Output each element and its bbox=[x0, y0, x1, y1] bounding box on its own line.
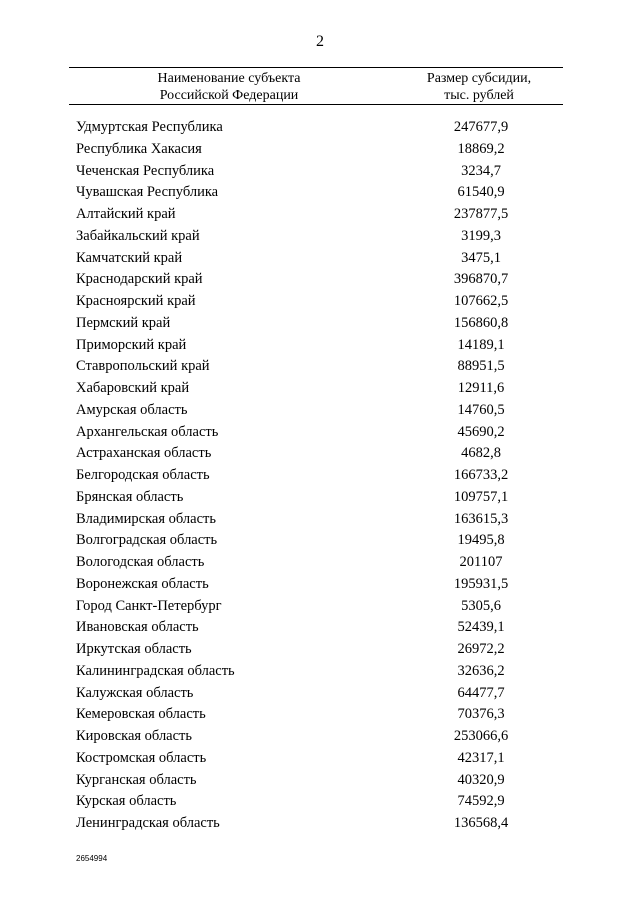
table-row bbox=[0, 574, 640, 596]
table-row bbox=[0, 726, 640, 748]
region-name: Кировская область bbox=[76, 728, 193, 744]
subsidy-amount: 3234,7 bbox=[461, 162, 501, 179]
subsidy-amount: 156860,8 bbox=[453, 314, 509, 331]
column-header-region bbox=[114, 70, 344, 104]
table-row bbox=[0, 356, 640, 378]
region-name: Камчатский край bbox=[76, 249, 183, 266]
table-row bbox=[0, 204, 640, 226]
subsidy-amount: 163615,3 bbox=[453, 510, 509, 527]
table-row bbox=[0, 704, 640, 726]
subsidy-amount: 247677,9 bbox=[453, 119, 509, 135]
region-name: Владимирская область bbox=[76, 510, 216, 527]
page-number: 2 bbox=[316, 33, 324, 50]
region-name: Алтайский край bbox=[76, 206, 176, 222]
column-header-amount bbox=[404, 70, 554, 104]
table-row bbox=[0, 465, 640, 487]
region-name: Белгородская область bbox=[76, 467, 210, 483]
document-id: 2654994 bbox=[76, 854, 108, 863]
table-row bbox=[0, 683, 640, 705]
subsidy-amount: 237877,5 bbox=[453, 206, 509, 222]
region-name: Воронежская область bbox=[76, 575, 209, 592]
subsidy-amount: 136568,4 bbox=[453, 815, 509, 831]
table-row bbox=[0, 313, 640, 335]
region-name: Хабаровский край bbox=[76, 380, 190, 396]
region-name: Брянская область bbox=[76, 488, 184, 505]
table-row bbox=[0, 596, 640, 618]
table-row bbox=[0, 248, 640, 270]
table-row bbox=[0, 378, 640, 400]
table-row bbox=[0, 617, 640, 639]
subsidy-amount: 74592,9 bbox=[457, 793, 505, 810]
region-name: Волгоградская область bbox=[76, 532, 218, 549]
region-name: Калужская область bbox=[76, 684, 194, 701]
table-row bbox=[0, 182, 640, 204]
table-row bbox=[0, 443, 640, 465]
subsidy-amount: 26972,2 bbox=[457, 641, 505, 657]
subsidy-amount: 253066,6 bbox=[453, 728, 509, 744]
region-name: Костромская область bbox=[76, 749, 207, 766]
subsidy-amount: 32636,2 bbox=[457, 662, 505, 679]
table-row bbox=[0, 400, 640, 422]
region-name: Ивановская область bbox=[76, 619, 199, 636]
subsidy-amount: 4682,8 bbox=[461, 445, 501, 462]
subsidy-amount: 19495,8 bbox=[457, 532, 505, 549]
region-name: Кемеровская область bbox=[76, 706, 206, 723]
column-header-region-line1: Наименование субъекта bbox=[157, 71, 301, 86]
subsidy-amount: 42317,1 bbox=[457, 749, 505, 766]
subsidy-amount: 64477,7 bbox=[457, 684, 505, 701]
table-row bbox=[0, 748, 640, 770]
subsidy-amount: 61540,9 bbox=[457, 184, 505, 201]
region-name: Курганская область bbox=[76, 771, 197, 788]
region-name: Забайкальский край bbox=[76, 227, 200, 244]
region-name: Краснодарский край bbox=[76, 271, 203, 288]
subsidy-amount: 14760,5 bbox=[457, 401, 505, 418]
region-name: Приморский край bbox=[76, 336, 187, 353]
column-header-amount-line2: тыс. рублей bbox=[444, 88, 514, 103]
table-row bbox=[0, 226, 640, 248]
table-row bbox=[0, 291, 640, 313]
subsidy-amount: 109757,1 bbox=[453, 488, 509, 505]
table-row bbox=[0, 791, 640, 813]
region-name: Город Санкт-Петербург bbox=[76, 597, 222, 614]
region-name: Чувашская Республика bbox=[76, 184, 219, 201]
table-row bbox=[0, 161, 640, 183]
table-row bbox=[0, 269, 640, 291]
table-header bbox=[69, 70, 563, 104]
column-header-region-line2: Российской Федерации bbox=[159, 88, 299, 103]
region-name: Амурская область bbox=[76, 401, 188, 418]
table-row bbox=[0, 661, 640, 683]
region-name: Курская область bbox=[76, 793, 177, 810]
table-row bbox=[0, 509, 640, 531]
table-row bbox=[0, 487, 640, 509]
region-name: Удмуртская Республика bbox=[76, 119, 223, 135]
subsidy-amount: 396870,7 bbox=[453, 271, 509, 288]
table-row bbox=[0, 139, 640, 161]
table-row bbox=[0, 639, 640, 661]
subsidy-amount: 52439,1 bbox=[457, 619, 505, 636]
region-name: Пермский край bbox=[76, 314, 171, 331]
subsidy-amount: 3475,1 bbox=[461, 249, 501, 266]
subsidy-amount: 45690,2 bbox=[457, 423, 505, 440]
table-row bbox=[0, 117, 640, 139]
region-name: Чеченская Республика bbox=[76, 162, 215, 179]
region-name: Архангельская область bbox=[76, 423, 219, 440]
table-header-top-rule bbox=[69, 67, 563, 68]
subsidy-amount: 18869,2 bbox=[457, 140, 505, 157]
subsidy-amount: 3199,3 bbox=[461, 227, 501, 244]
subsidy-amount: 12911,6 bbox=[457, 380, 505, 396]
subsidy-amount: 88951,5 bbox=[457, 358, 505, 375]
column-header-amount-line1: Размер субсидии, bbox=[426, 71, 532, 86]
table-row bbox=[0, 530, 640, 552]
region-name: Калининградская область bbox=[76, 662, 235, 679]
subsidy-amount: 5305,6 bbox=[461, 597, 501, 614]
subsidy-amount: 14189,1 bbox=[457, 336, 505, 353]
subsidy-amount: 201107 bbox=[459, 554, 503, 570]
table-header-bottom-rule bbox=[69, 104, 563, 105]
table-row bbox=[0, 335, 640, 357]
table-row bbox=[0, 552, 640, 574]
region-name: Ленинградская область bbox=[76, 815, 220, 831]
table-row bbox=[0, 422, 640, 444]
region-name: Республика Хакасия bbox=[76, 140, 202, 157]
region-name: Астраханская область bbox=[76, 445, 212, 462]
region-name: Вологодская область bbox=[76, 554, 205, 570]
table-row bbox=[0, 813, 640, 835]
subsidy-amount: 107662,5 bbox=[453, 293, 509, 309]
subsidy-amount: 195931,5 bbox=[453, 575, 509, 592]
region-name: Иркутская область bbox=[76, 641, 192, 657]
region-name: Ставропольский край bbox=[76, 358, 210, 375]
region-name: Красноярский край bbox=[76, 293, 196, 309]
subsidy-amount: 166733,2 bbox=[453, 467, 509, 483]
subsidy-amount: 70376,3 bbox=[457, 706, 505, 723]
table-row bbox=[0, 770, 640, 792]
subsidy-amount: 40320,9 bbox=[457, 771, 505, 788]
table-body bbox=[0, 117, 640, 835]
